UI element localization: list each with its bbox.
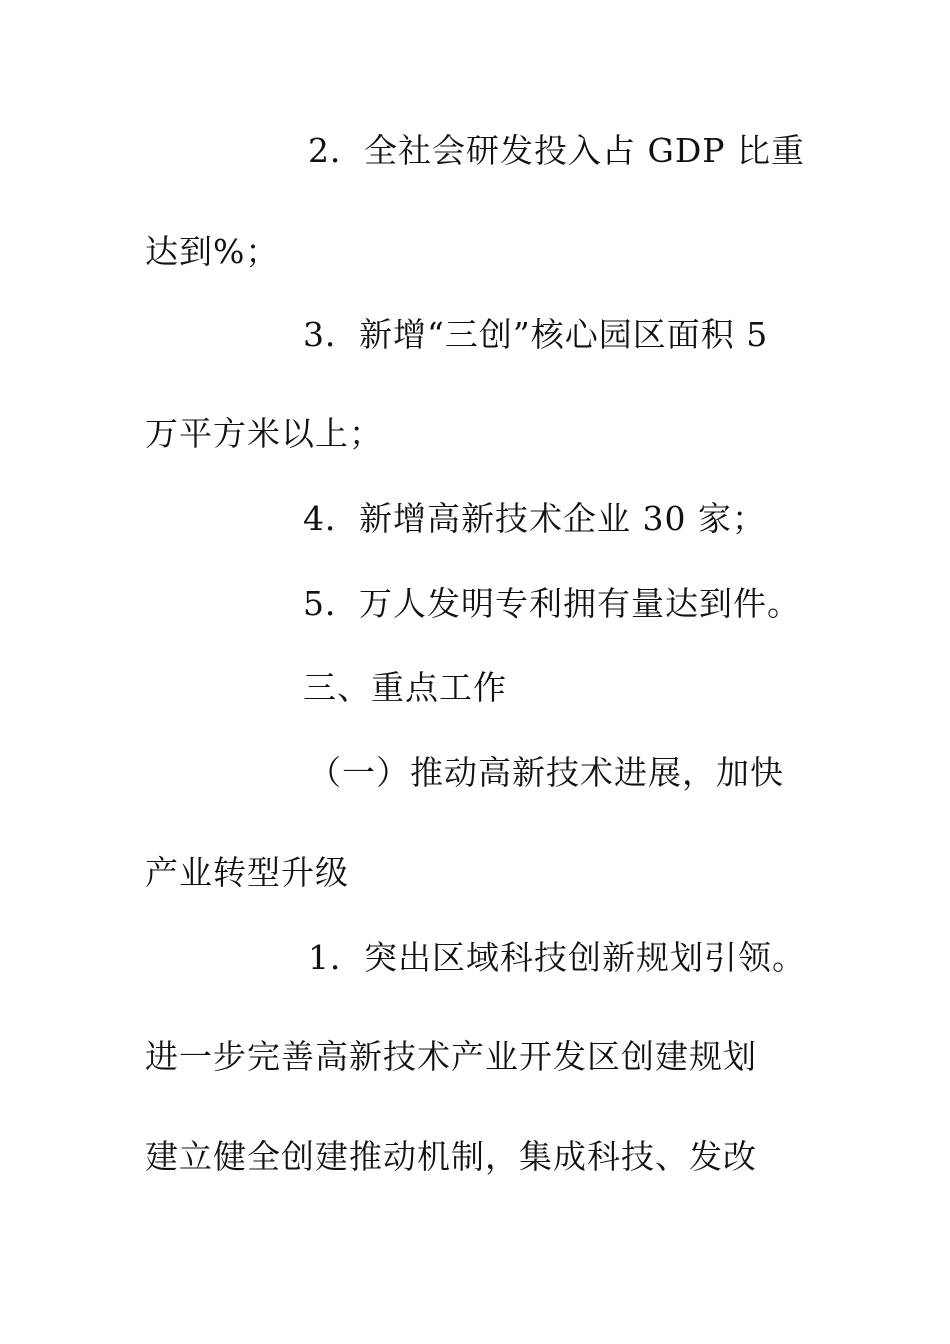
text-line-2: 达到%； xyxy=(145,232,280,271)
text-line-10: 1．突出区域科技创新规划引领。 xyxy=(308,938,806,977)
text-line-5: 4．新增高新技术企业 30 家； xyxy=(303,499,766,538)
text-line-3: 3．新增“三创”核心园区面积 5 xyxy=(303,315,769,354)
text-line-12: 建立健全创建推动机制，集成科技、发改 xyxy=(145,1137,757,1176)
text-line-6: 5．万人发明专利拥有量达到件。 xyxy=(303,584,801,623)
section-heading: 三、重点工作 xyxy=(303,668,507,707)
subsection-heading-line-1: （一）推动高新技术进展，加快 xyxy=(308,753,784,792)
text-line-1: 2．全社会研发投入占 GDP 比重 xyxy=(308,131,805,170)
text-line-11: 进一步完善高新技术产业开发区创建规划 xyxy=(145,1037,757,1076)
text-line-4: 万平方米以上； xyxy=(145,414,383,453)
subsection-heading-line-2: 产业转型升级 xyxy=(145,853,349,892)
